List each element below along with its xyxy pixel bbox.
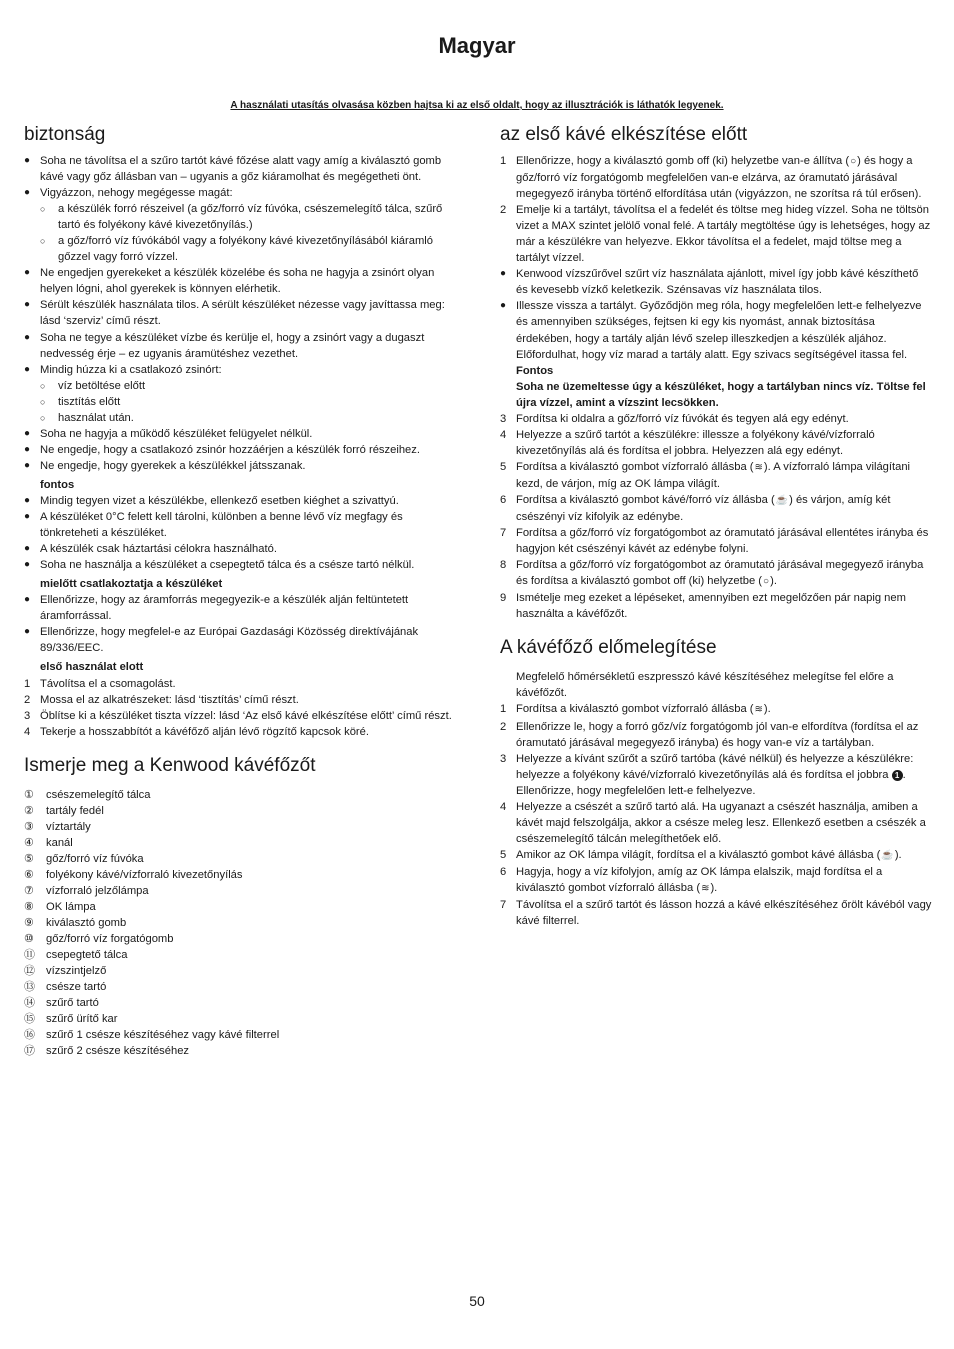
page-number: 50	[469, 1293, 485, 1309]
part-item: ⑰ szűrő 2 csésze készítéséhez	[24, 1045, 190, 1058]
bullet-icon: ●	[24, 427, 31, 439]
coffee-cup-icon: ☕	[775, 494, 789, 506]
bullet-icon: ●	[24, 443, 31, 455]
numbered-step: 3 Öblítse ki a készüléket tiszta vízzel: lásd ‘Az első kávé elkészítése előtt’ című részt.	[24, 709, 452, 722]
left-column	[24, 120, 456, 1059]
list-item: ● Mindig húzza ki a csatlakozó zsinórt:	[24, 362, 456, 378]
note-text: Előfordulhat, hogy víz marad a tartály alatt. Egy szivacs segítségével itassa fel.	[516, 348, 908, 361]
numbered-step: 2 Mossa el az alkatrészeket: lásd ‘tisztítás’ című részt.	[24, 693, 299, 706]
numbered-step: 3 Fordítsa ki oldalra a gőz/forró víz fúvókát és tegyen alá egy edényt.	[500, 412, 849, 425]
list-item: ● Vigyázzon, nehogy megégesse magát:	[24, 185, 456, 201]
part-item: ⑤ gőz/forró víz fúvóka	[24, 852, 144, 865]
numbered-step: 5 Fordítsa a kiválasztó gombot vízforraló állásba (≋). A vízforraló lámpa világítani kezd, de várjon, míg az OK lámpa világít.	[500, 460, 911, 490]
first-coffee-heading: az első kávé elkészítése előtt	[500, 124, 748, 145]
figure-reference-icon: 1	[892, 770, 903, 781]
know-your-machine-heading: Ismerje meg a Kenwood kávéfőzőt	[24, 754, 316, 776]
part-item: ① csészemelegítő tálca	[24, 788, 151, 801]
hollow-bullet-icon: ○	[40, 204, 46, 215]
sub-list-item: ○ tisztítás előtt	[24, 394, 456, 410]
list-item: ● Soha ne távolítsa el a szűro tartót kávé főzése alatt vagy amíg a kiválasztó gomb kávé vagy gőz állásban van – ugyanis a gőz kiáramolhat és megégetheti önt.	[24, 155, 442, 184]
part-item: ⑧ OK lámpa	[24, 901, 96, 914]
boiler-position-icon: ≋	[701, 882, 710, 894]
numbered-step: 9 Ismételje meg ezeket a lépéseket, amennyiben ezt megelőzően pár napig nem használta a kávéfőzőt.	[500, 592, 906, 621]
sub-list-item: ○ használat után.	[24, 410, 456, 426]
bullet-icon: ●	[24, 363, 31, 375]
bullet-icon: ●	[500, 268, 507, 280]
bullet-icon: ●	[24, 267, 31, 279]
first-use-subheading: első használat elott	[40, 661, 144, 674]
list-item: ● Ne engedjen gyerekeket a készülék közelébe és soha ne hagyja a zsinórt olyan helyen lógni, ahol gyerekek is könnyen elérhetik.	[24, 267, 435, 296]
list-item: ● Ellenőrizze, hogy megfelel-e az Európai Gazdasági Közösség direktívájának 89/336/EEC.	[24, 626, 419, 655]
bullet-icon: ●	[24, 511, 31, 523]
part-item: ② tartály fedél	[24, 804, 104, 817]
part-item: ④ kanál	[24, 836, 73, 849]
bullet-icon: ●	[500, 300, 507, 312]
preheat-heading: A kávéfőző előmelegítése	[500, 637, 717, 659]
numbered-step: 2 Ellenőrizze le, hogy a forró gőz/víz forgatógomb jól van-e elfordítva (fordítsa el az óramutató járásával megegyező irányba) és hogy van-e víz a tartályban.	[500, 720, 919, 749]
sub-list-item: ○ a készülék forró részeivel (a gőz/forró víz fúvóka, csészemelegítő tálca, szűrő tartó és folyékony kávé kivezetőnyílás.)	[40, 203, 443, 232]
boiler-position-icon: ≋	[754, 461, 763, 473]
list-item: ● Mindig tegyen vizet a készülékbe, ellenkező esetben kiéghet a szivattyú.	[24, 493, 456, 509]
boiler-position-icon: ≋	[754, 704, 763, 716]
safety-heading: biztonság	[24, 124, 106, 145]
numbered-step: 4 Helyezze a szűrő tartót a készülékre: illessze a folyékony kávé/vízforraló kivezetőnyílás alá és fordítsa el jobbra. Helyezzen alá egy edényt.	[500, 428, 875, 457]
off-position-icon: ○	[850, 156, 857, 167]
important-text: Soha ne üzemeltesse úgy a készüléket, hogy a tartályban nincs víz. Töltse fel újra vízzel, amint a vízszint lecsökken.	[516, 380, 926, 409]
numbered-step: 4 Tekerje a hosszabbítót a kávéfőző alján lévő rögzítő kapcsok köré.	[24, 725, 369, 738]
numbered-step: 3 Helyezze a kívánt szűrőt a szűrő tartóba (kávé nélkül) és helyezze a készülékre: helyezze a folyékony kávé/vízforraló kivezetőnyílás alá és fordítsa el jobbra 1 . Ellenőrizze, hogy megfelelően lett-e felhelyezve.	[500, 752, 914, 797]
part-item: ③ víztartály	[24, 820, 91, 833]
right-column	[500, 120, 932, 929]
list-item: ● Soha ne használja a készüléket a csepegtető tálca és a csésze tartó nélkül.	[24, 557, 456, 573]
coffee-cup-icon: ☕	[881, 849, 894, 861]
important-label: Fontos	[516, 364, 554, 377]
bullet-icon: ●	[24, 543, 31, 555]
numbered-step: 1 Ellenőrizze, hogy a kiválasztó gomb off (ki) helyzetbe van-e állítva (○) és hogy a gőz/forró víz forgatógomb megfelelően van-e elzárva, az óramutató járásával megegyező irányba történő elfordítása után (vigyázzon, ne szorítsa rá túl erősen).	[500, 155, 922, 201]
part-item: ⑪ csepegtető tálca	[24, 949, 128, 962]
bullet-icon: ●	[24, 594, 31, 606]
part-item: ⑭ szűrő tartó	[24, 997, 99, 1010]
list-item: ● Sérült készülék használata tilos. A sérült készüléket nézesse vagy javíttassa meg: lásd ‘szerviz’ című részt.	[24, 299, 445, 328]
off-position-icon: ○	[763, 576, 770, 588]
list-item: ● Illessze vissza a tartályt. Győződjön meg róla, hogy megfelelően lett-e felhelyezve és amennyiben szükséges, fejtsen ki egy kis nyomást, annak biztosítása érdekében, hogy a tartály alján lévő szelep illeszkedjen a készülék aljához.	[500, 300, 922, 345]
list-item: ● Soha ne tegye a készüléket vízbe és kerülje el, hogy a zsinórt vagy a dugaszt nedvesség érje – ez ugyanis áramütéshez vezethet.	[24, 331, 425, 360]
part-item: ⑥ folyékony kávé/vízforraló kivezetőnyílás	[24, 868, 243, 881]
numbered-step: 7 Távolítsa el a szűrő tartót és lásson hozzá a kávé elkészítéséhez őrölt kávéból vagy kávé filterrel.	[500, 899, 932, 928]
bullet-icon: ●	[24, 494, 31, 506]
numbered-step: 2 Emelje ki a tartályt, távolítsa el a fedelét és töltse meg hideg vízzel. Soha ne töltsön vizet a MAX szintet jelölő vonal felé. A tartály megtöltése úgy is lehetséges, hogy az már a készülékre van helyezve. Ekkor távolítsa el a fedelet, majd töltse meg a tartályt vízzel.	[500, 204, 931, 265]
numbered-step: 4 Helyezze a csészét a szűrő tartó alá. Ha ugyanazt a csészét használja, amiben a kávét majd felszolgálja, akkor a csésze meleg lesz. Ellenkező esetben a csészék a csészemelegítő tálcán melegíthetőek elő.	[500, 800, 926, 845]
preheat-intro: Megfelelő hőmérsékletű eszpresszó kávé készítéséhez melegítse fel előre a kávéfőzőt.	[516, 671, 894, 700]
sub-list-item: ○ a gőz/forró víz fúvókából vagy a folyékony kávé kivezetőnyílásából kiáramló gőzzel vagy forró vízzel.	[40, 235, 433, 264]
important-subheading: fontos	[40, 478, 75, 491]
list-item: ● Soha ne hagyja a működő készüléket felügyelet nélkül.	[24, 426, 456, 442]
list-item: ● Ne engedje, hogy a csatlakozó zsinór hozzáérjen a készülék forró részeihez.	[24, 442, 456, 458]
part-item: ⑦ vízforraló jelzőlámpa	[24, 884, 149, 897]
hollow-bullet-icon: ○	[40, 236, 46, 247]
bullet-icon: ●	[24, 559, 31, 571]
sub-list-item: ○ víz betöltése előtt	[24, 378, 456, 394]
hollow-bullet-icon: ○	[40, 380, 46, 391]
hollow-bullet-icon: ○	[40, 412, 46, 423]
before-plug-subheading: mielőtt csatlakoztatja a készüléket	[40, 578, 223, 591]
part-item: ⑩ gőz/forró víz forgatógomb	[24, 933, 174, 946]
part-item: ⑫ vízszintjelző	[24, 965, 107, 978]
numbered-step: 6 Fordítsa a kiválasztó gombot kávé/forró víz állásba (☕) és várjon, amíg két csészényi víz kifolyik az edénybe.	[500, 493, 891, 524]
bullet-icon: ●	[24, 299, 31, 311]
fold-out-notice: A használati utasítás olvasása közben hajtsa ki az első oldalt, hogy az illusztrációk is láthatók legyenek.	[230, 100, 724, 111]
part-item: ⑨ kiválasztó gomb	[24, 917, 127, 930]
numbered-step: 5 Amikor az OK lámpa világít, fordítsa el a kiválasztó gombot kávé állásba (☕).	[500, 847, 932, 864]
part-item: ⑮ szűrő ürítő kar	[24, 1013, 118, 1026]
bullet-icon: ●	[24, 459, 31, 471]
numbered-step: 1 Távolítsa el a csomagolást.	[24, 677, 176, 690]
list-item: ● Ellenőrizze, hogy az áramforrás megegyezik-e a készülék alján feltüntetett áramforrással.	[24, 594, 409, 623]
list-item: ● A készülék csak háztartási célokra használható.	[24, 541, 456, 557]
bullet-icon: ●	[24, 187, 31, 199]
bullet-icon: ●	[24, 155, 31, 166]
numbered-step: 8 Fordítsa a gőz/forró víz forgatógombot az óramutató járásával megegyező irányba és fordítsa a kiválasztó gombot off (ki) helyzetbe (○).	[500, 557, 932, 590]
list-item: ● A készüléket 0°C felett kell tárolni, különben a benne lévő víz megfagy és tönkreteheti a készüléket.	[24, 511, 403, 540]
bullet-icon: ●	[24, 331, 31, 343]
part-item: ⑬ csésze tartó	[24, 981, 107, 994]
page-title: Magyar	[438, 33, 516, 58]
part-item: ⑯ szűrő 1 csésze készítéséhez vagy kávé filterrel	[24, 1029, 280, 1042]
list-item: ● Ne engedje, hogy gyerekek a készülékkel játsszanak.	[24, 458, 456, 474]
numbered-step: 7 Fordítsa a gőz/forró víz forgatógombot az óramutató járásával ellentétes irányba és hagyjon két csészényi kávét az edénybe folyni.	[500, 527, 929, 556]
numbered-step: 1 Fordítsa a kiválasztó gombot vízforraló állásba (≋).	[500, 701, 932, 718]
list-item: ● Kenwood vízszűrővel szűrt víz használata ajánlott, mivel így jobb kávé készíthető és kevesebb vízkő keletkezik. Szénsavas víz használata tilos.	[500, 268, 919, 297]
bullet-icon: ●	[24, 626, 31, 638]
hollow-bullet-icon: ○	[40, 396, 46, 407]
numbered-step: 6 Hagyja, hogy a víz kifolyjon, amíg az OK lámpa elalszik, majd fordítsa el a kiválasztó gombot vízforraló állásba (≋).	[500, 864, 932, 897]
